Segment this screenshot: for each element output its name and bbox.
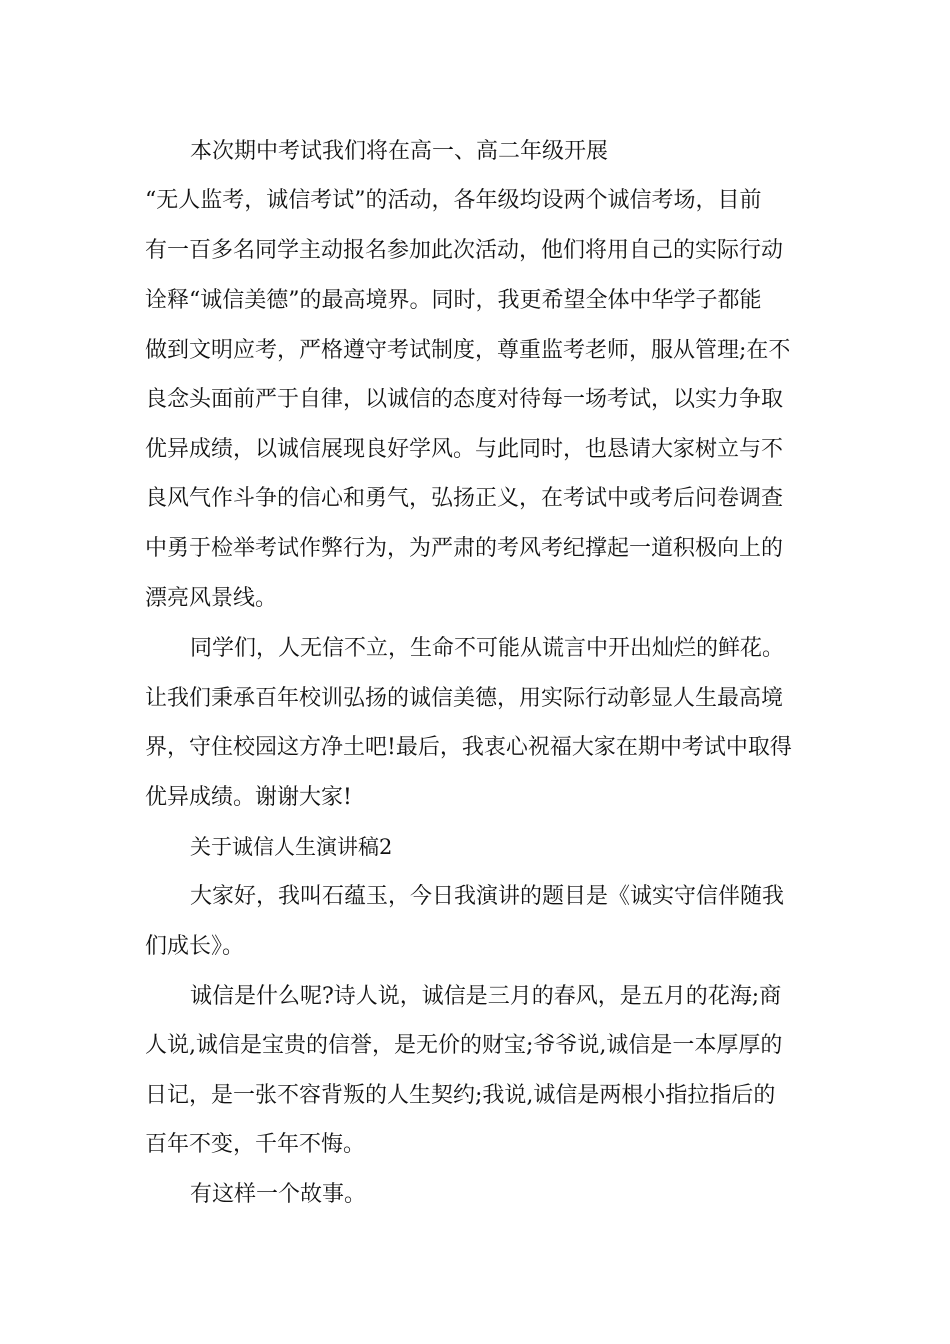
section-heading: 关于诚信人生演讲稿2: [190, 835, 393, 859]
paragraph-line: 日记，是一张不容背叛的人生契约;我说,诚信是两根小指拉指后的: [145, 1083, 776, 1108]
paragraph-line: 界，守住校园这方净土吧!最后，我衷心祝福大家在期中考试中取得: [145, 735, 792, 760]
paragraph-line: 优异成绩，以诚信展现良好学风。与此同时，也恳请大家树立与不: [145, 437, 784, 462]
paragraph-line: 优异成绩。谢谢大家!: [145, 785, 352, 810]
paragraph-line: 良念头面前严于自律，以诚信的态度对待每一场考试，以实力争取: [145, 387, 784, 412]
paragraph-line: 人说,诚信是宝贵的信誉，是无价的财宝;爷爷说,诚信是一本厚厚的: [145, 1033, 783, 1058]
paragraph-line: 们成长》。: [145, 934, 245, 959]
paragraph-line: 让我们秉承百年校训弘扬的诚信美德，用实际行动彰显人生最高境: [145, 686, 784, 711]
paragraph-line: 中勇于检举考试作弊行为，为严肃的考风考纪撑起一道积极向上的: [145, 536, 784, 561]
paragraph-line: 诚信是什么呢?诗人说，诚信是三月的春风，是五月的花海;商: [190, 984, 782, 1009]
paragraph-line: 良风气作斗争的信心和勇气，弘扬正义，在考试中或考后问卷调查: [145, 486, 784, 511]
paragraph-line: 有这样一个故事。: [190, 1182, 367, 1207]
paragraph-line: 本次期中考试我们将在高一、高二年级开展: [190, 139, 609, 164]
paragraph-line: 有一百多名同学主动报名参加此次活动，他们将用自己的实际行动: [145, 238, 784, 263]
paragraph-line: 诠释“诚信美德”的最高境界。同时，我更希望全体中华学子都能: [145, 288, 762, 313]
paragraph-line: 做到文明应考，严格遵守考试制度，尊重监考老师，服从管理;在不: [145, 338, 791, 363]
paragraph-line: “无人监考，诚信考试”的活动，各年级均设两个诚信考场，目前: [145, 188, 762, 213]
paragraph-line: 大家好，我叫石蕴玉，今日我演讲的题目是《诚实守信伴随我: [190, 884, 785, 909]
paragraph-line: 同学们，人无信不立，生命不可能从谎言中开出灿烂的鲜花。: [190, 636, 785, 661]
paragraph-line: 百年不变，千年不悔。: [145, 1132, 366, 1157]
paragraph-line: 漂亮风景线。: [145, 586, 278, 611]
